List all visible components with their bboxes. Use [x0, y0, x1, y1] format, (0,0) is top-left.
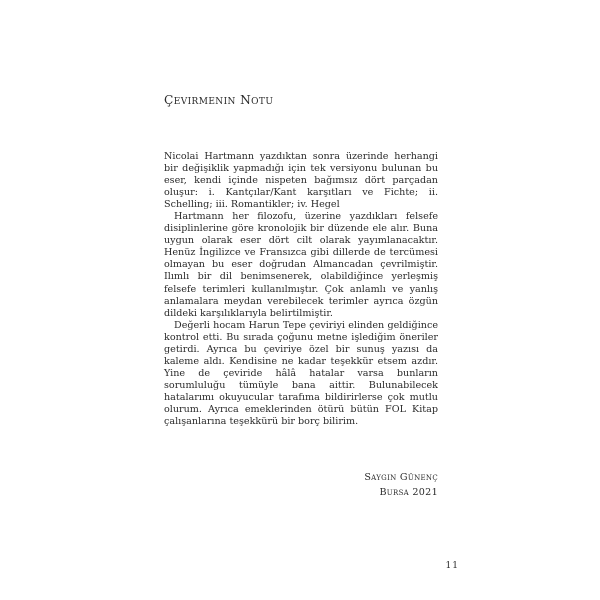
signature-name: Saygın Günenç: [364, 472, 438, 483]
page-title: Çevirmenin Notu: [164, 93, 274, 107]
page-number: 11: [445, 561, 459, 571]
body-text: [164, 151, 438, 428]
signature-place-date: Bursa 2021: [379, 487, 438, 498]
paragraph-1: Nicolai Hartmann yazdıktan sonra üzerinde herhangi bir değişiklik yapmadığı için tek versiyonu bulunan bu eser, kendi içinde nispeten bağımsız dört parçadan oluşur: i. Kantçılar/Kant karşıtları ve Fichte; ii. Schelling; iii. Romantikler; iv. Hegel: [164, 151, 438, 211]
paragraph-2: Hartmann her filozofu, üzerine yazdıkları felsefe disiplinlerine göre kronolojik bir düzende ele alır. Buna uygun olarak eser dört cilt olarak yayımlanacaktır. Henüz İngilizce ve Fransızca gibi dillerde de tercümesi olmayan bu eser doğrudan Almancadan çevrilmiştir. Ilımlı bir dil benimsenerek, olabildiğince yerleşmiş felsefe terimleri kullanılmıştır. Çok anlamlı ve yanlış anlamalara meydan verebilecek terimler ayrıca özgün dildeki karşılıklarıyla belirtilmiştir.: [164, 211, 438, 319]
signature-block: [364, 470, 438, 500]
paragraph-3: Değerli hocam Harun Tepe çeviriyi elinden geldiğince kontrol etti. Bu sırada çoğunu metne işlediğim öneriler getirdi. Ayrıca bu çeviriye özel bir sunuş yazısı da kaleme aldı. Kendisine ne kadar teşekkür etsem azdır. Yine de çeviride hâlâ hatalar varsa bunların sorumluluğu tümüyle bana aittir. Bulunabilecek hatalarımı okuyucular tarafıma bildirirlerse çok mutlu olurum. Ayrıca emeklerinden ötürü bütün FOL Kitap çalışanlarına teşekkürü bir borç bilirim.: [164, 319, 438, 428]
